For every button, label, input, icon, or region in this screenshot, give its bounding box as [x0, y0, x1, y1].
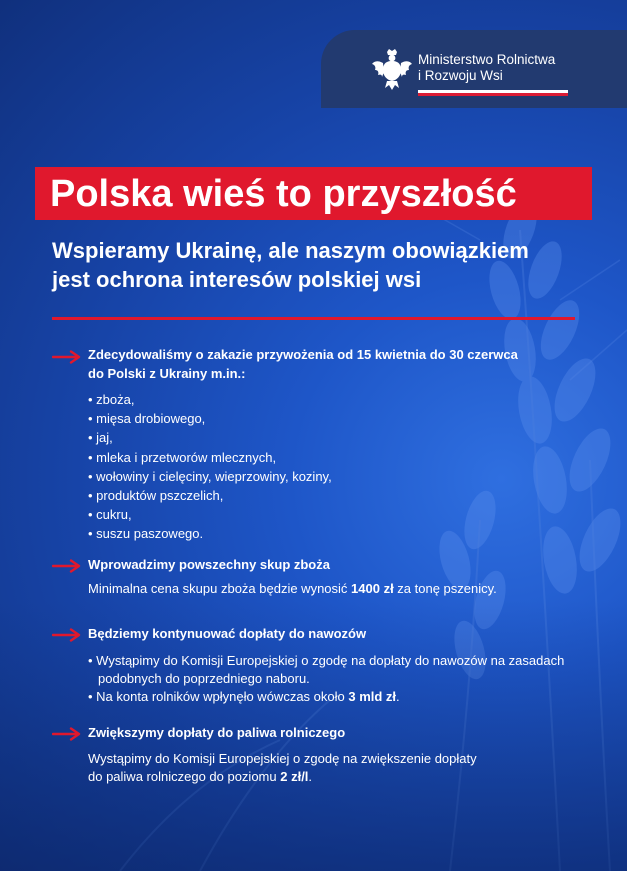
text-segment: do paliwa rolniczego do poziomu — [88, 769, 281, 784]
list-item: • zboża, — [88, 390, 332, 409]
text-segment: Minimalna cena skupu zboża będzie wynosić — [88, 581, 352, 596]
list-item: • suszu paszowego. — [88, 524, 332, 543]
amount-value: 3 mld zł — [348, 689, 397, 704]
list-item: • mięsa drobiowego, — [88, 409, 332, 428]
text-segment: . — [308, 769, 313, 784]
eagle-icon — [370, 48, 414, 92]
ministry-name-line1: Ministerstwo Rolnictwa — [418, 52, 556, 67]
list-item: • produktów pszczelich, — [88, 486, 332, 505]
list-item: • Wystąpimy do Komisji Europejskiej o zgodę na dopłaty do nawozów na zasadach podobnych do poprzedniego naboru. — [88, 652, 568, 688]
page-subtitle — [52, 236, 592, 294]
section-import-ban-heading — [88, 345, 588, 383]
section-grain-purchase-text — [88, 580, 588, 598]
list-item: • mleka i przetworów mlecznych, — [88, 448, 332, 467]
section-grain-purchase-heading: Wprowadzimy powszechny skup zboża — [88, 557, 330, 572]
fertilizer-bullet-list — [88, 652, 568, 706]
list-item: • wołowiny i cielęciny, wieprzowiny, koziny, — [88, 467, 332, 486]
ministry-name — [418, 52, 588, 84]
text-segment: Na konta rolników wpłynęło wówczas około — [96, 689, 349, 704]
text-segment: . — [396, 689, 400, 704]
section-heading-line2: do Polski z Ukrainy m.in.: — [88, 366, 246, 381]
arrow-right-icon — [52, 727, 82, 741]
price-value: 1400 zł — [351, 581, 394, 596]
section-fuel-text — [88, 750, 588, 786]
list-item: • jaj, — [88, 428, 332, 447]
flag-stripe — [418, 90, 568, 96]
section-heading-line1: Zdecydowaliśmy o zakazie przywożenia od 15 kwietnia do 30 czerwca — [88, 347, 518, 362]
fuel-rate-value: 2 zł/l — [280, 769, 309, 784]
page-title: Polska wieś to przyszłość — [50, 173, 517, 215]
red-divider — [52, 317, 575, 320]
banned-products-list — [88, 390, 332, 544]
subtitle-line1: Wspieramy Ukrainę, ale naszym obowiązkiem — [52, 238, 529, 263]
list-item: • cukru, — [88, 505, 332, 524]
section-fuel-heading: Zwiększymy dopłaty do paliwa rolniczego — [88, 725, 346, 740]
list-item — [88, 688, 568, 706]
arrow-right-icon — [52, 628, 82, 642]
text-segment: za tonę pszenicy. — [393, 581, 497, 596]
ministry-name-line2: i Rozwoju Wsi — [418, 68, 503, 83]
section-fertilizer-heading: Będziemy kontynuować dopłaty do nawozów — [88, 626, 367, 641]
text-line — [88, 768, 588, 786]
text-line: Wystąpimy do Komisji Europejskiej o zgodę na zwiększenie dopłaty — [88, 751, 477, 766]
subtitle-line2: jest ochrona interesów polskiej wsi — [52, 267, 422, 292]
arrow-right-icon — [52, 559, 82, 573]
arrow-right-icon — [52, 350, 82, 364]
